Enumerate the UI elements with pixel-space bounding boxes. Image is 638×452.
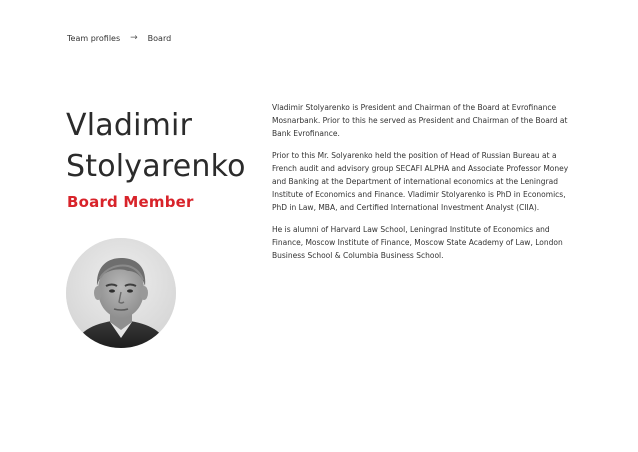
profile-name	[66, 105, 246, 187]
bio-paragraph: He is alumni of Harvard Law School, Leningrad Institute of Economics and Finance, Moscow Institute of Finance, Moscow State Academy of Law, London Business School & Columbia Business School.	[272, 225, 563, 260]
profile-role: Board Member	[67, 193, 194, 211]
bio-text	[272, 101, 570, 271]
breadcrumb-board-link[interactable]: Board	[147, 33, 172, 43]
portrait-icon	[66, 238, 176, 348]
bio-paragraph: Vladimir Stolyarenko is President and Chairman of the Board at Evrofinance Mosnarbank. Prior to this he served as President and Chairman of the Board at Bank Evrofinance.	[272, 103, 568, 138]
profile-name-first: Vladimir	[66, 108, 193, 143]
avatar-photo	[66, 238, 176, 348]
breadcrumb-team-profiles-link[interactable]: Team profiles	[67, 33, 121, 43]
profile-name-last: Stolyarenko	[66, 149, 246, 184]
bio-paragraph: Prior to this Mr. Solyarenko held the position of Head of Russian Bureau at a French audit and advisory group SECAFI ALPHA and Associate Professor Money and Banking at the Department of international economics at the Leningrad Institute of Economics and Finance. Vladimir Stolyarenko is PhD in Economics, PhD in Law, MBA, and Certified International Investment Analyst (CIIA).	[272, 151, 569, 212]
arrow-right-icon: →	[130, 33, 138, 43]
breadcrumb	[67, 33, 171, 43]
